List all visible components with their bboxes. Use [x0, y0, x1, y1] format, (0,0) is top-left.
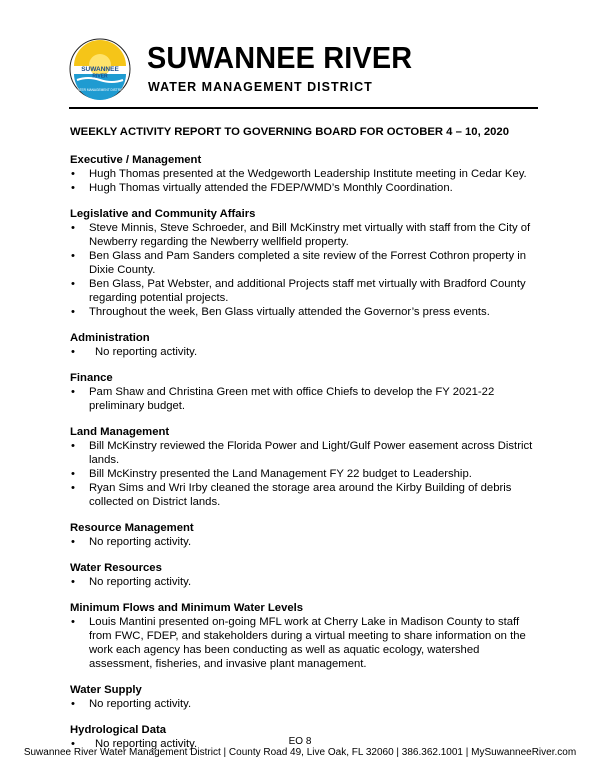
report-section	[70, 207, 540, 319]
svg-text:RIVER: RIVER	[92, 73, 108, 80]
report-section	[70, 683, 540, 711]
section-title: Land Management	[70, 426, 170, 438]
report-section	[70, 371, 540, 413]
activity-list	[70, 221, 540, 319]
letterhead	[69, 38, 539, 108]
district-name: SUWANNEE RIVER	[147, 40, 413, 75]
section-title: Resource Management	[70, 522, 194, 534]
report-section	[70, 331, 540, 359]
activity-item: • Ben Glass and Pam Sanders completed a site review of the Forrest Cothron property in Dixie County.	[70, 249, 540, 277]
activity-item: • No reporting activity.	[70, 345, 540, 359]
report-title: WEEKLY ACTIVITY REPORT TO GOVERNING BOARD FOR OCTOBER 4 – 10, 2020	[70, 126, 510, 138]
activity-list	[70, 615, 540, 671]
activity-item: • Ryan Sims and Wri Irby cleaned the storage area around the Kirby Building of debris collected on District lands.	[70, 481, 540, 509]
section-title: Legislative and Community Affairs	[70, 208, 256, 220]
page-footer	[0, 736, 600, 758]
section-title: Water Supply	[70, 684, 142, 696]
activity-list	[70, 697, 540, 711]
section-title: Minimum Flows and Minimum Water Levels	[70, 602, 304, 614]
activity-item: • Bill McKinstry presented the Land Management FY 22 budget to Leadership.	[70, 467, 540, 481]
activity-item: • Throughout the week, Ben Glass virtually attended the Governor’s press events.	[70, 305, 540, 319]
section-title: Water Resources	[70, 562, 162, 574]
page-number: EO 8	[288, 736, 312, 747]
activity-item: • Pam Shaw and Christina Green met with office Chiefs to develop the FY 2021-22 preliminary budget.	[70, 385, 540, 413]
activity-item: • No reporting activity.	[70, 575, 540, 589]
activity-list	[70, 345, 540, 359]
activity-item: • Ben Glass, Pat Webster, and additional Projects staff met virtually with Bradford County regarding potential projects.	[70, 277, 540, 305]
activity-item: • Hugh Thomas presented at the Wedgeworth Leadership Institute meeting in Cedar Key.	[70, 167, 540, 181]
district-logo	[69, 38, 131, 100]
header-divider	[69, 107, 538, 109]
district-subtitle: WATER MANAGEMENT DISTRICT	[148, 80, 373, 94]
report-section	[70, 425, 540, 509]
activity-item: • Bill McKinstry reviewed the Florida Power and Light/Gulf Power easement across District lands.	[70, 439, 540, 467]
section-title: Finance	[70, 372, 113, 384]
activity-item: • No reporting activity.	[70, 535, 540, 549]
section-title: Hydrological Data	[70, 724, 167, 736]
report-section	[70, 153, 540, 195]
activity-list	[70, 535, 540, 549]
section-title: Administration	[70, 332, 150, 344]
activity-list	[70, 439, 540, 509]
activity-item: • Louis Mantini presented on-going MFL work at Cherry Lake in Madison County to staff from FWC, FDEP, and stakeholders during a virtual meeting to share information on the work each agency has been conducting as well as aquatic ecology, watershed assessment, fisheries, and invasive plant management.	[70, 615, 540, 671]
activity-item: • Steve Minnis, Steve Schroeder, and Bill McKinstry met virtually with staff from the City of Newberry regarding the Newberry wellfield property.	[70, 221, 540, 249]
report-body	[70, 125, 540, 763]
report-sections	[70, 153, 540, 751]
activity-list	[70, 575, 540, 589]
activity-list	[70, 385, 540, 413]
report-section	[70, 561, 540, 589]
activity-item: • No reporting activity.	[70, 737, 540, 751]
report-section	[70, 601, 540, 671]
activity-item: • Hugh Thomas virtually attended the FDEP/WMD’s Monthly Coordination.	[70, 181, 540, 195]
report-section	[70, 521, 540, 549]
section-title: Executive / Management	[70, 154, 202, 166]
svg-text:WATER MANAGEMENT DISTRICT: WATER MANAGEMENT DISTRICT	[74, 88, 126, 92]
activity-list	[70, 167, 540, 195]
activity-item: • No reporting activity.	[70, 697, 540, 711]
footer-contact: Suwannee River Water Management District | County Road 49, Live Oak, FL 32060 | 386.362.1001 | MySuwanneeRiver.com	[23, 747, 577, 758]
svg-text:SUWANNEE: SUWANNEE	[81, 66, 119, 73]
